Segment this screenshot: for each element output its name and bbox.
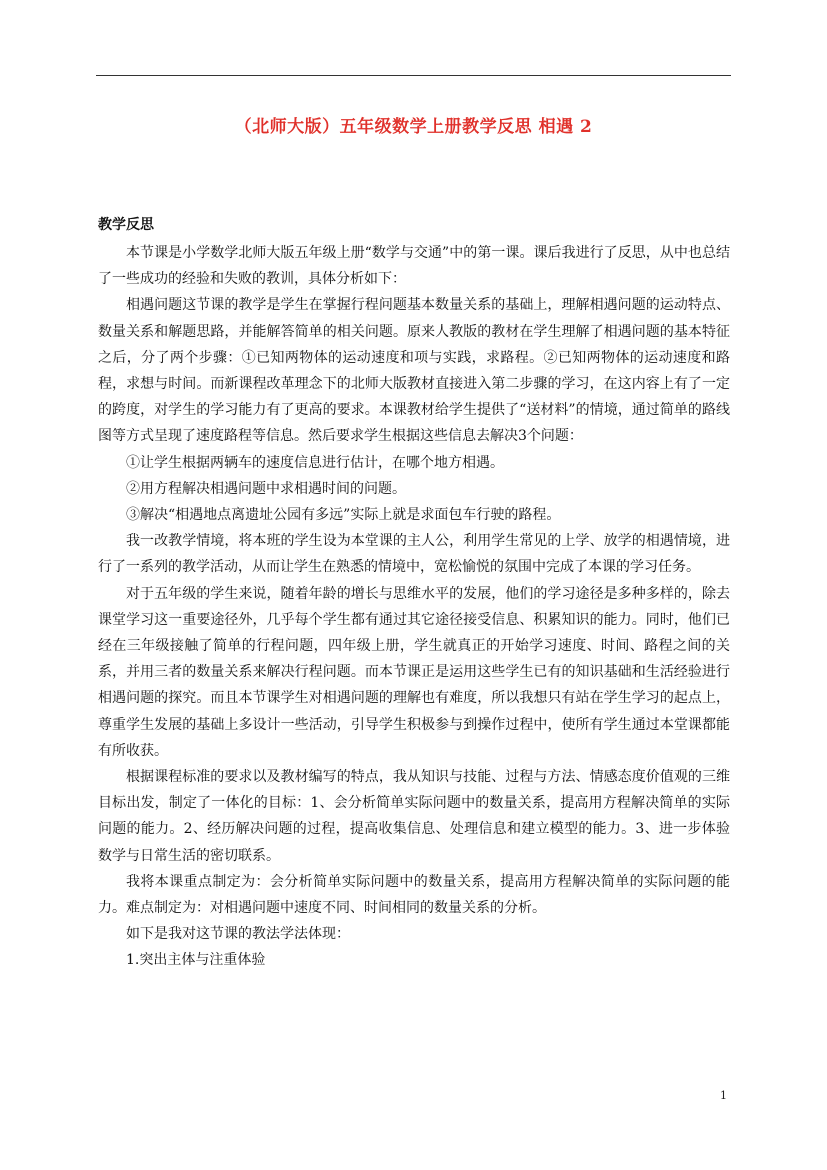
list-item: ②用方程解决相遇问题中求相遇时间的问题。 xyxy=(126,480,406,497)
list-item: ③解决“相遇地点离遗址公园有多远”实际上就是求面包车行驶的路程。 xyxy=(126,507,561,524)
section-heading: 教学反思 xyxy=(98,217,154,233)
paragraph: 我一改教学情境，将本班的学生设为本堂课的主人公，利用学生常见的上学、放学的相遇情境，进行了一系列的教学活动，从而让学生在熟悉的情境中，宽松愉悦的氛围中完成了本课的学习任务。 xyxy=(98,533,730,576)
list-item: ①让学生根据两辆车的速度信息进行估计，在哪个地方相遇。 xyxy=(126,454,504,471)
page-number: 1 xyxy=(720,1089,727,1102)
paragraph: 本节课是小学数学北师大版五年级上册“数学与交通”中的第一课。课后我进行了反思，从中也总结了一些成功的经验和失败的教训，具体分析如下： xyxy=(98,245,730,288)
paragraph: 相遇问题这节课的教学是学生在掌握行程问题基本数量关系的基础上，理解相遇问题的运动特点、数量关系和解题思路，并能解答简单的相关问题。原来人教版的教材在学生理解了相遇问题的基本特征之后，分了两个步骤：①已知两物体的运动速度和项与实践，求路程。②已知两物体的运动速度和路程，求想与时间。而新课程改革理念下的北师大版教材直接进入第二步骤的学习，在这内容上有了一定的跨度，对学生的学习能力有了更高的要求。本课教材给学生提供了“送材料”的情境，通过简单的路线图等方式呈现了速度路程等信息。然后要求学生根据这些信息去解决3个问题： xyxy=(98,297,730,445)
document-title: （北师大版）五年级数学上册教学反思 相遇 2 xyxy=(234,117,593,137)
paragraph: 我将本课重点制定为：会分析简单实际问题中的数量关系，提高用方程解决简单的实际问题的能力。难点制定为：对相遇问题中速度不同、时间相同的数量关系的分析。 xyxy=(98,873,730,917)
paragraph: 根据课程标准的要求以及教材编写的特点，我从知识与技能、过程与方法、情感态度价值观的三维目标出发，制定了一体化的目标：1、会分析简单实际问题中的数量关系，提高用方程解决简单的实际问题的能力。2、经历解决问题的过程，提高收集信息、处理信息和建立模型的能力。3、进一步体验数学与日常生活的密切联系。 xyxy=(98,769,730,864)
paragraph: 如下是我对这节课的教法学法体现： xyxy=(126,926,350,943)
subheading: 1.突出主体与注重体验 xyxy=(126,952,266,969)
document-body xyxy=(98,240,730,974)
paragraph: 对于五年级的学生来说，随着年龄的增长与思维水平的发展，他们的学习途径是多种多样的，除去课堂学习这一重要途径外，几乎每个学生都有通过其它途径接受信息、积累知识的能力。同时，他们已经在三年级接触了简单的行程问题，四年级上册，学生就真正的开始学习速度、时间、路程之间的关系，并用三者的数量关系来解决行程问题。而本节课正是运用这些学生已有的知识基础和生活经验进行相遇问题的探究。而且本节课学生对相遇问题的理解也有难度，所以我想只有站在学生学习的起点上，尊重学生发展的基础上多设计一些活动，引导学生积极参与到操作过程中，使所有学生通过本堂课都能有所收获。 xyxy=(98,585,730,759)
header-rule xyxy=(96,75,731,76)
